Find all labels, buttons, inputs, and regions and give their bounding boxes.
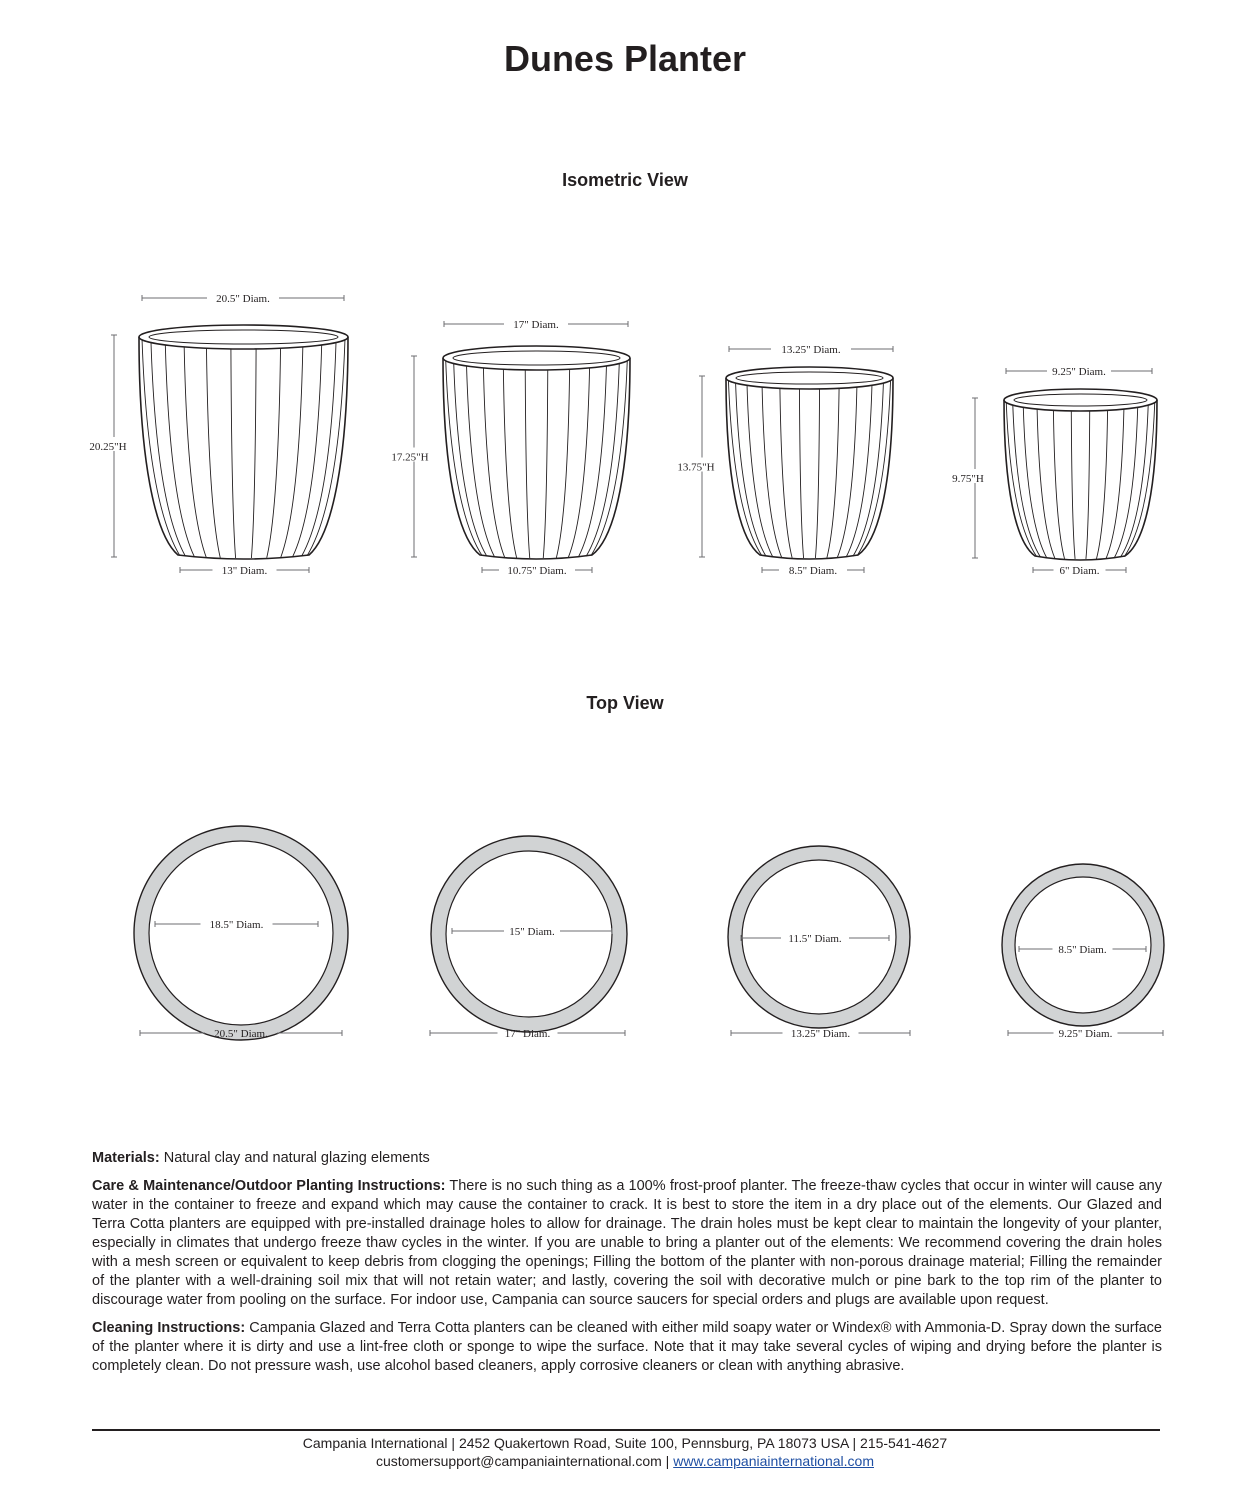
top-diameter-dimension-label: 9.25" Diam. (1052, 366, 1106, 378)
height-dimension-label: 13.75"H (677, 461, 715, 474)
isometric-planter-x-small (944, 366, 1157, 577)
top-view-planter-small (728, 846, 910, 1040)
planter-body-outline (443, 358, 630, 559)
rim-inner-circle (149, 841, 333, 1025)
isometric-planter-medium (386, 319, 630, 577)
care-text: There is no such thing as a 100% frost-proof planter. The freeze-thaw cycles that occur in winter will cause any water in the container to freeze and expand which may cause the container to crack. It is best to store the item in a dry place out of the elements. Our Glazed and Terra Cotta planters are equipped with pre-installed drainage holes to allow for drainage. The drain holes must be kept clear to maintain the longevity of your planter, especially in climates that undergo freeze thaw cycles in the winter. If you are unable to bring a planter out of the elements: We recommend covering the drain holes with a mesh screen or equivalent to keep debris from clogging the openings; Filling the bottom of the planter with non-porous drainage material; Filling the remainder of the planter with a well-draining soil mix that will not retain water; and lastly, covering the soil with decorative mulch or pine bark to the top rim of the planter to discourage water from pooling on the surface. For indoor use, Campania can source saucers for special orders and plugs are available upon request. (92, 1178, 1162, 1308)
top-diameter-dimension-label: 13.25" Diam. (781, 344, 841, 356)
cleaning-paragraph (92, 1319, 1162, 1376)
base-diameter-dimension-label: 8.5" Diam. (788, 565, 838, 577)
outer-diameter-dimension-label: 9.25" Diam. (1058, 1028, 1113, 1040)
inner-diameter-dimension-label: 15" Diam. (509, 926, 555, 938)
isometric-view (84, 293, 1157, 577)
planter-rim-outer (139, 325, 348, 349)
height-dimension-label: 17.25"H (391, 451, 429, 464)
product-info (92, 1149, 1162, 1385)
height-dimension-label: 20.25"H (89, 441, 127, 453)
top-diameter-dimension-label: 17" Diam. (513, 319, 559, 331)
care-label: Care & Maintenance/Outdoor Planting Instructions: (92, 1178, 446, 1194)
planter-rim-outer (443, 346, 630, 370)
page-title: Dunes Planter (503, 38, 747, 79)
top-view-planter-medium (430, 836, 627, 1040)
outer-diameter-dimension-label: 13.25" Diam. (790, 1028, 851, 1040)
top-diameter-dimension-label: 20.5" Diam. (216, 293, 270, 305)
cleaning-label: Cleaning Instructions: (92, 1320, 246, 1336)
top-view-heading: Top View (586, 693, 664, 713)
planter-body-outline (726, 378, 893, 559)
inner-diameter-dimension-label: 11.5" Diam. (788, 933, 842, 945)
base-diameter-dimension-label: 13" Diam. (221, 565, 268, 577)
top-view (134, 826, 1164, 1040)
contact-line (0, 1452, 1250, 1470)
height-dimension-label: 9.75"H (952, 473, 984, 485)
footer (0, 1434, 1250, 1470)
cleaning-text: Campania Glazed and Terra Cotta planters can be cleaned with either mild soapy water or Windex® with Ammonia-D. Spray down the surface of the planter where it is dirty and use a lint-free cloth or sponge to wipe the surface. Note that it may take several cycles of wiping and drying before the planter is completely clean. Do not pressure wash, use alcohol based cleaners, apply corrosive cleaners or clean with anything abrasive. (92, 1320, 1162, 1374)
care-paragraph (92, 1177, 1162, 1310)
separator: | (661, 1453, 674, 1469)
isometric-view-heading: Isometric View (562, 170, 688, 190)
planter-body-outline (1004, 400, 1157, 560)
planter-rim-outer (1004, 389, 1157, 411)
materials-paragraph (92, 1149, 1162, 1168)
isometric-planter-large (84, 293, 348, 577)
planter-rim-outer (726, 367, 893, 389)
isometric-planter-small (672, 344, 893, 577)
top-view-planter-large (134, 826, 348, 1040)
base-diameter-dimension-label: 6" Diam. (1059, 565, 1100, 577)
planter-body-outline (139, 337, 348, 559)
top-view-planter-x-small (1002, 864, 1164, 1040)
footer-divider (92, 1429, 1160, 1431)
support-email: customersupport@campaniainternational.com (376, 1453, 662, 1469)
materials-text: Natural clay and natural glazing elements (159, 1150, 430, 1166)
outer-diameter-dimension-label: 17" Diam. (504, 1028, 551, 1040)
outer-diameter-dimension-label: 20.5" Diam. (214, 1028, 268, 1040)
materials-label: Materials: (92, 1150, 160, 1166)
website-link[interactable]: www.campaniainternational.com (673, 1453, 874, 1469)
inner-diameter-dimension-label: 18.5" Diam. (209, 919, 264, 931)
base-diameter-dimension-label: 10.75" Diam. (507, 565, 567, 577)
company-address: Campania International | 2452 Quakertown Road, Suite 100, Pennsburg, PA 18073 USA | 215-541-4627 (302, 1435, 948, 1451)
inner-diameter-dimension-label: 8.5" Diam. (1058, 944, 1107, 956)
